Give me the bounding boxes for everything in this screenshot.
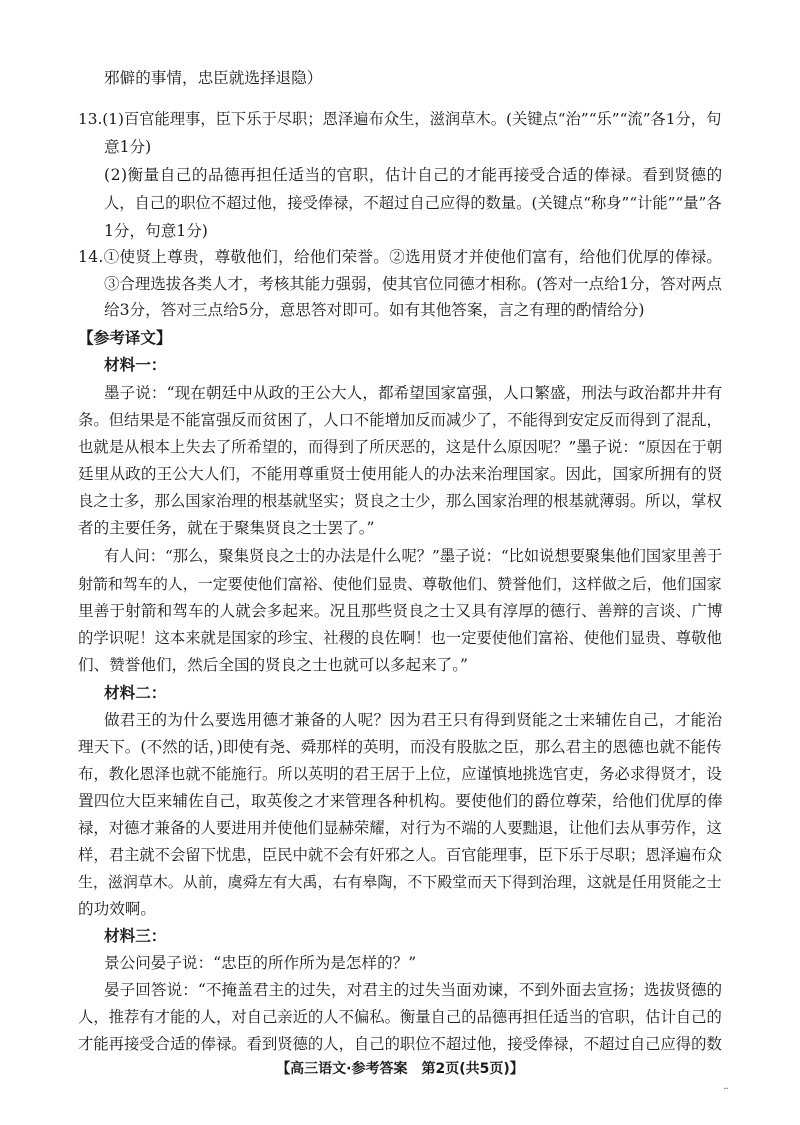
text-line: 布，教化恩泽也就不能施行。所以英明的君王居于上位，应谨慎地挑选官吏，务必求得贤才，设 <box>78 765 722 783</box>
section-heading: 【参考译文】 <box>78 329 172 347</box>
page-footer: 【高三语文·参考答案 第2页(共5页)】 <box>276 1061 524 1077</box>
text-line: 禄，对德才兼备的人要进用并使他们显赫荣耀，对行为不端的人要黜退，让他们去从事劳作，这 <box>78 819 722 837</box>
text-line: 意1分) <box>104 138 152 156</box>
text-line: 廷里从政的王公大人们，不能用尊重贤士使用能人的办法来治理国家。因此，国家所拥有的贤 <box>78 465 723 483</box>
text-line: 生，滋润草木。从前，虞舜左有大禹，右有皋陶，不下殿堂而天下得到治理，这就是任用贤能之士 <box>78 873 722 891</box>
text-line: 晏子回答说：“不掩盖君主的过失，对君主的过失当面劝谏，不到外面去宣扬；选拔贤德的 <box>104 981 723 999</box>
text-line: 有人问：“那么，聚集贤良之士的办法是什么呢？”墨子说：“比如说想要聚集他们国家里善于 <box>104 547 723 565</box>
text-line: 条。但结果是不能富强反而贫困了，人口不能增加反而减少了，不能得到安定反而得到了混乱， <box>78 411 722 429</box>
text-line: 人，自己的职位不超过他，接受俸禄，不超过自己应得的数量。(关键点“称身”“计能”“量”各 <box>104 194 722 212</box>
material-heading: 材料一： <box>104 356 167 374</box>
text-line: 墨子说：“现在朝廷中从政的王公大人，都希望国家富强，人口繁盛，刑法与政治都井井有 <box>104 384 723 402</box>
text-line: ③合理选拔各类人才，考核其能力强弱，使其官位同德才相称。(答对一点给1分，答对两点 <box>104 275 722 293</box>
text-line: 14.①使贤上尊贵，尊敬他们，给他们荣誉。②选用贤才并使他们富有，给他们优厚的俸禄。 <box>78 248 723 266</box>
material-heading: 材料二： <box>104 684 167 702</box>
text-line: 们、赞誉他们，然后全国的贤良之士也就可以多起来了。” <box>78 656 469 674</box>
text-line: 1分，句意1分) <box>104 222 208 240</box>
text-line: 邪僻的事情，忠臣就选择退隐） <box>104 69 323 87</box>
text-line: 样，君主就不会留下忧患，臣民中就不会有奸邪之人。百官能理事，臣下乐于尽职；恩泽遍布众 <box>78 846 722 864</box>
text-line: 给3分，答对三点给5分，意思答对即可。如有其他答案，言之有理的酌情给分) <box>104 301 645 319</box>
text-line: (2)衡量自己的品德再担任适当的官职，估计自己的才能再接受合适的俸禄。看到贤德的 <box>104 166 723 184</box>
material-heading: 材料三： <box>104 927 167 945</box>
text-line: 的功效啊。 <box>78 900 156 918</box>
text-line: 里善于射箭和驾车的人就会多起来。况且那些贤良之士又具有淳厚的德行、善辩的言谈、广博 <box>78 602 723 620</box>
text-line: 理天下。(不然的话，)即使有尧、舜那样的英明，而没有股肱之臣，那么君主的恩德也就不能传 <box>78 738 722 756</box>
text-line: 13.(1)百官能理事，臣下乐于尽职；恩泽遍布众生，滋润草木。(关键点“治”“乐”“流”各1分，句 <box>78 110 722 128</box>
text-line: 景公问晏子说：“忠臣的所作所为是怎样的？” <box>104 954 417 972</box>
text-line: 置四位大臣来辅佐自己，取英俊之才来管理各种机构。要使他们的爵位尊荣，给他们优厚的俸 <box>78 792 723 810</box>
text-line: 做君王的为什么要选用德才兼备的人呢？因为君王只有得到贤能之士来辅佐自己，才能治 <box>104 711 723 729</box>
text-line: 者的主要任务，就在于聚集贤良之士罢了。” <box>78 519 375 537</box>
text-line: 良之士多，那么国家治理的根基就坚实；贤良之士少，那么国家治理的根基就薄弱。所以，掌权 <box>78 492 722 510</box>
text-line: 也就是从根本上失去了所希望的，而得到了所厌恶的，这是什么原因呢？”墨子说：“原因在于朝 <box>78 438 723 456</box>
text-line: 才能再接受合适的俸禄。看到贤德的人，自己的职位不超过他，接受俸禄，不超过自己应得的数 <box>78 1035 722 1053</box>
corner-mark: ¨ <box>723 1086 729 1100</box>
text-line: 人，推荐有才能的人，对自己亲近的人不偏私。衡量自己的品德再担任适当的官职，估计自己的 <box>78 1008 722 1026</box>
text-line: 射箭和驾车的人，一定要使他们富裕、使他们显贵、尊敬他们、赞誉他们，这样做之后，他们国家 <box>78 575 722 593</box>
text-line: 的学识呢！这本来就是国家的珍宝、社稷的良佐啊！也一定要使他们富裕、使他们显贵、尊敬他 <box>78 629 722 647</box>
